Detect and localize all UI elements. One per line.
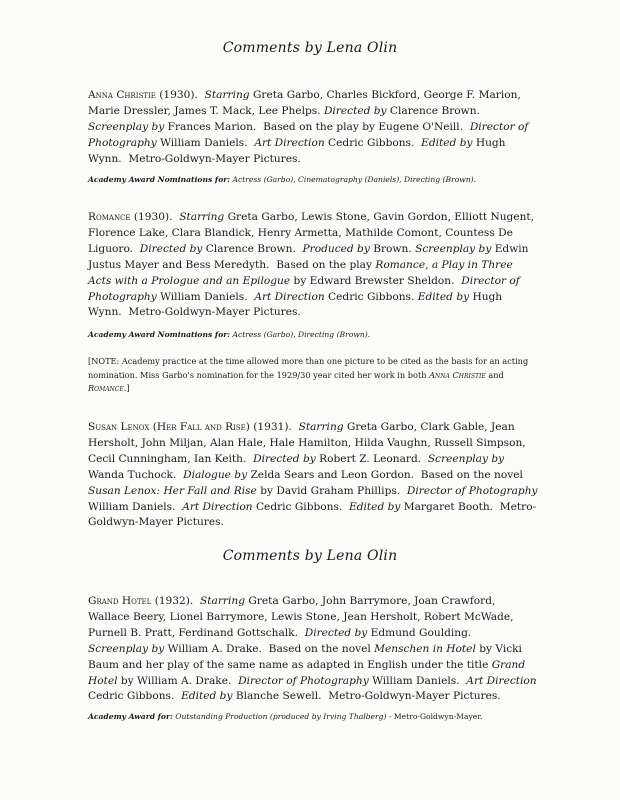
- film-entry-grand-hotel: Grand Hotel (1932). Starring Greta Garbo, John Barrymore, Joan Crawford, Wallace Beery, Lionel Barrymore, Lewis Stone, Jean Hersholt, Robert McWade, Purnell B. Pratt, Ferdinand Gottschalk. Directed by Edmund Goulding. Screenplay by William A. Drake. Based on the novel Menschen in Hotel by Vicki Baum and her play of the same name as adapted in English under the title Grand Hotel by William A. Drake. Director of Photography William Daniels. Art Direction Cedric Gibbons. Edited by Blanche Sewell. Metro-Goldwyn-Mayer Pictures.: [88, 595, 537, 703]
- award-nominations: Academy Award Nominations for: Actress (Garbo), Cinematography (Daniels), Directing (Brown).: [88, 175, 477, 184]
- film-entry-anna-christie: Anna Christie (1930). Starring Greta Garbo, Charles Bickford, George F. Marion, Marie Dressler, James T. Mack, Lee Phelps. Directed by Clarence Brown. Screenplay by Frances Marion. Based on the play by Eugene O'Neill. Director of Photography William Daniels. Art Direction Cedric Gibbons. Edited by Hugh Wynn. Metro-Goldwyn-Mayer Pictures.: [88, 89, 529, 165]
- film-title: Anna Christie: [88, 89, 156, 101]
- film-entry-romance: Romance (1930). Starring Greta Garbo, Lewis Stone, Gavin Gordon, Elliott Nugent, Florence Lake, Clara Blandick, Henry Armetta, Mathilde Comont, Countess De Liguoro. Directed by Clarence Brown. Produced by Brown. Screenplay by Edwin Justus Mayer and Bess Meredyth. Based on the play Romance, a Play in Three Acts with a Prologue and an Epilogue by Edward Brewster Sheldon. Director of Photography William Daniels. Art Direction Cedric Gibbons. Edited by Hugh Wynn. Metro-Goldwyn-Mayer Pictures.: [88, 211, 535, 319]
- film-title: Susan Lenox (Her Fall and Rise): [88, 421, 250, 433]
- academy-note: [NOTE: Academy practice at the time allowed more than one picture to be cited as the basis for an acting nomination. Miss Garbo's nomination for the 1929/30 year cited her work in both Anna Christie and Romance.]: [88, 356, 529, 394]
- section-heading: Comments by Lena Olin: [222, 548, 398, 564]
- film-title: Romance: [88, 211, 131, 223]
- film-entry-susan-lenox: Susan Lenox (Her Fall and Rise) (1931). Starring Greta Garbo, Clark Gable, Jean Hersholt, John Miljan, Alan Hale, Hale Hamilton, Hilda Vaughn, Russell Simpson, Cecil Cunningham, Ian Keith. Directed by Robert Z. Leonard. Screenplay by Wanda Tuchock. Dialogue by Zelda Sears and Leon Gordon. Based on the novel Susan Lenox: Her Fall and Rise by David Graham Phillips. Director of Photography William Daniels. Art Direction Cedric Gibbons. Edited by Margaret Booth. Metro-Goldwyn-Mayer Pictures.: [88, 421, 538, 529]
- award-nominations: Academy Award Nominations for: Actress (Garbo), Directing (Brown).: [88, 330, 371, 339]
- film-title: Grand Hotel: [88, 595, 152, 607]
- award-won: Academy Award for: Outstanding Production (produced by Irving Thalberg) - Metro-Goldwyn-Mayer.: [88, 712, 483, 721]
- section-heading: Comments by Lena Olin: [222, 40, 398, 56]
